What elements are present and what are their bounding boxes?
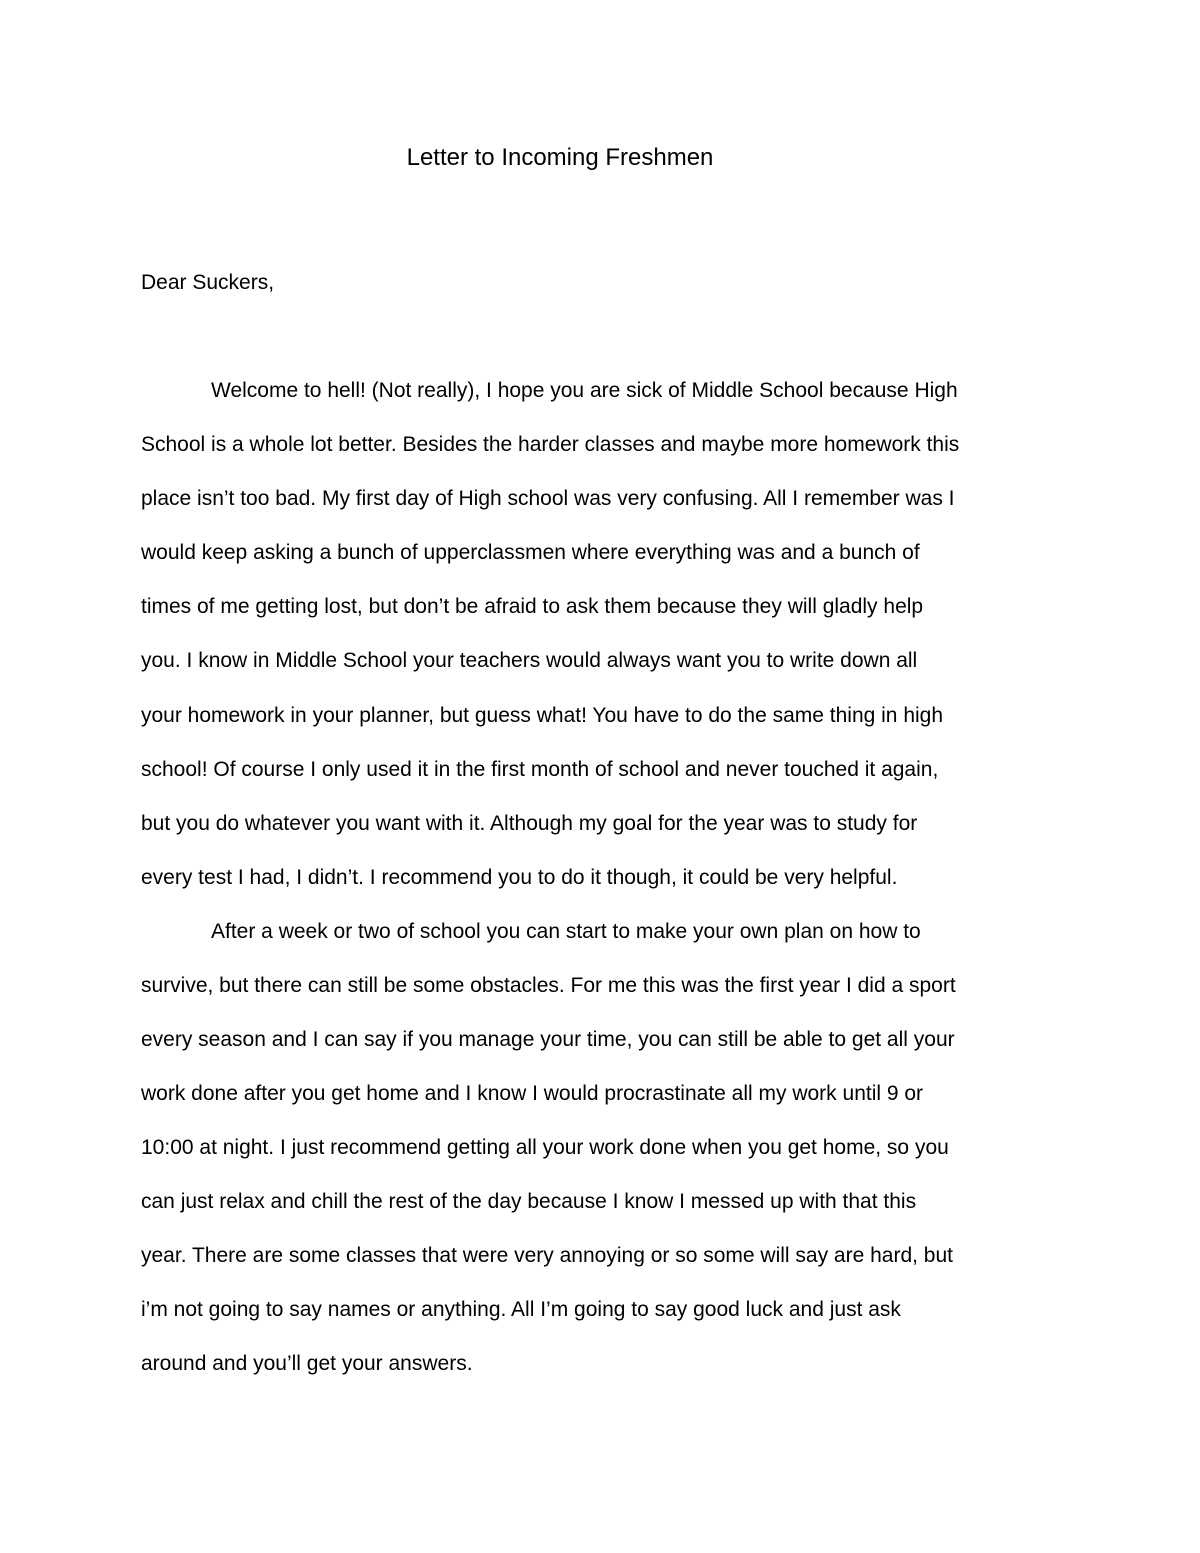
paragraph-line: work done after you get home and I know I would procrastinate all my work until 9 or	[141, 1082, 924, 1105]
salutation: Dear Suckers,	[141, 271, 275, 294]
paragraph-line: every season and I can say if you manage your time, you can still be able to get all your	[141, 1028, 955, 1051]
paragraph-line: 10:00 at night. I just recommend getting all your work done when you get home, so you	[141, 1136, 949, 1159]
paragraph-line: would keep asking a bunch of upperclassmen where everything was and a bunch of	[141, 541, 920, 564]
paragraph-line: but you do whatever you want with it. Although my goal for the year was to study for	[141, 812, 918, 835]
paragraph-line: Welcome to hell! (Not really), I hope you are sick of Middle School because High	[211, 379, 958, 402]
paragraph-line: year. There are some classes that were very annoying or so some will say are hard, but	[141, 1244, 953, 1267]
paragraph-line: After a week or two of school you can start to make your own plan on how to	[211, 920, 921, 943]
paragraph-line: survive, but there can still be some obstacles. For me this was the first year I did a sport	[141, 974, 956, 997]
paragraph-line: place isn’t too bad. My first day of High school was very confusing. All I remember was I	[141, 487, 955, 510]
paragraph-line: your homework in your planner, but guess what! You have to do the same thing in high	[141, 704, 944, 727]
paragraph-line: school! Of course I only used it in the first month of school and never touched it again,	[141, 758, 939, 781]
paragraph-line: you. I know in Middle School your teachers would always want you to write down all	[141, 649, 918, 672]
paragraph-line: i’m not going to say names or anything. All I’m going to say good luck and just ask	[141, 1298, 901, 1321]
paragraph-line: times of me getting lost, but don’t be afraid to ask them because they will gladly help	[141, 595, 924, 618]
document-title: Letter to Incoming Freshmen	[406, 144, 714, 171]
paragraph-line: around and you’ll get your answers.	[141, 1352, 473, 1375]
paragraph-line: every test I had, I didn’t. I recommend you to do it though, it could be very helpful.	[141, 866, 898, 889]
paragraph-line: can just relax and chill the rest of the day because I know I messed up with that this	[141, 1190, 917, 1213]
paragraph-line: School is a whole lot better. Besides the harder classes and maybe more homework this	[141, 433, 960, 456]
